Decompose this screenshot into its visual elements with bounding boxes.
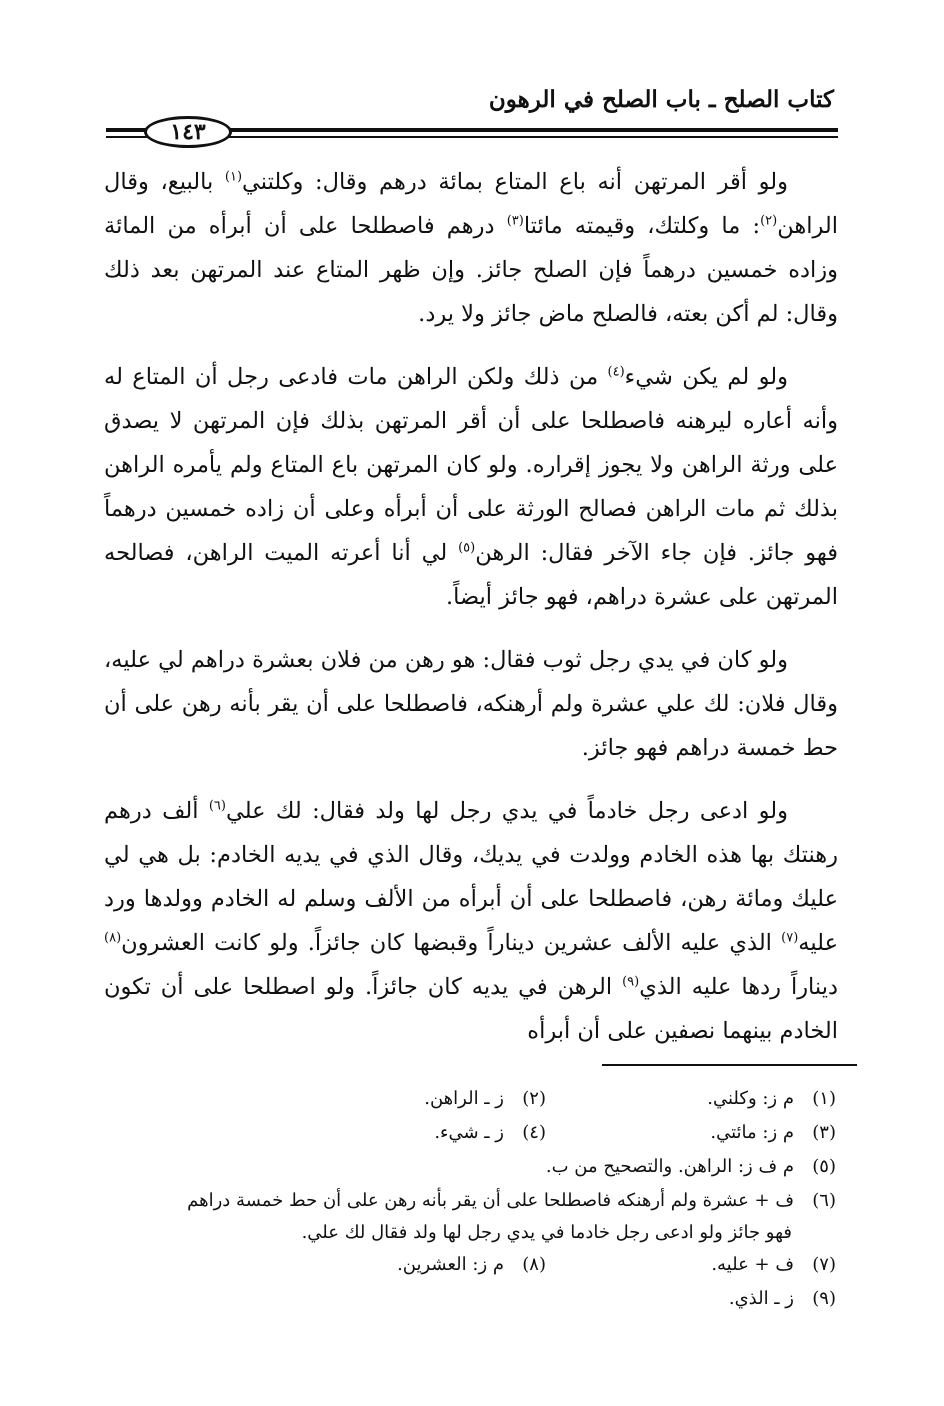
footnote-marker: (١) [224,169,243,185]
footnote-marker: (٢) [760,213,778,229]
text-run: ولو كان في يدي رجل ثوب فقال: هو رهن من فلان بعشرة دراهم لي عليه، وقال فلان: لك علي عشرة ولم أرهنكه، فاصطلحا على أن يقر بأنه رهن على أن حط خمسة دراهم فهو جائز. [104,647,838,761]
footnote-text: م ز: وكلني. [707,1088,794,1109]
running-header-title: كتاب الصلح ـ باب الصلح في الرهون [488,86,834,113]
footnote-3 [546,1116,836,1150]
footnote-row [104,1116,836,1150]
text-run: الذي عليه الألف عشرين ديناراً وقبضها كان جائزاً. ولو كانت العشرون [121,930,782,956]
text-run: ألف درهم رهنتك بها هذه الخادم وولدت في يديك، وقال الذي في يديه الخادم: بل هي لي عليك ومائة رهن، فاصطلحا على أن أبرأه من الألف وسلم له الخادم وولدها ورد عليه [104,798,838,956]
footnote-number: (٧) [812,1254,836,1275]
footnote-number: (٣) [812,1122,836,1143]
footnote-number: (٥) [812,1156,836,1177]
footnote-marker: (٥) [458,540,476,556]
footnote-8 [256,1248,546,1282]
footnote-text: ف + عليه. [711,1254,794,1275]
footnote-4 [256,1116,546,1150]
footnote-6 [104,1184,836,1218]
footnote-9 [104,1282,836,1316]
text-run: الرهن في يديه كان جائزاً. ولو اصطلحا على أن تكون الخادم بينهما نصفين على أن أبرأه [104,974,838,1044]
footnote-row [104,1248,836,1282]
footnote-number: (٤) [522,1122,546,1143]
text-run: ديناراً ردها عليه الذي [639,974,838,1000]
paragraph [104,355,838,619]
text-run: : ما وكلتك، وقيمته مائتا [523,213,761,239]
text-run: بالبيع، وقال الراهن [104,169,838,239]
footnote-number: (٨) [522,1254,546,1275]
paragraph [104,160,838,336]
text-run: من ذلك ولكن الراهن مات فادعى رجل أن المتاع له وأنه أعاره ليرهنه فاصطلحا على أن أقر المرتهن بذلك فإن المرتهن لا يصدق على ورثة الراهن ولا يجوز إقراره. ولو كان المرتهن باع المتاع ولم يأمره الراهن بذلك ثم مات الراهن فصالح الورثة على أن أبرأه وعلى أن زاده خمسين درهماً فهو جائز. فإن جاء الآخر فقال: الرهن [104,364,838,566]
footnote-text: ف + عشرة ولم أرهنكه فاصطلحا على أن يقر بأنه رهن على أن حط خمسة دراهم [187,1190,794,1211]
footnote-text: م ز: مائتي. [710,1122,794,1143]
main-text [104,160,838,1072]
text-run: ولو لم يكن شيء [624,364,788,390]
footnote-number: (٦) [812,1190,836,1211]
footnote-text: م ف ز: الراهن. والتصحيح من ب. [545,1156,794,1177]
footnote-separator [602,1064,857,1066]
footnote-2 [256,1082,546,1116]
text-run: لي أنا أعرته الميت الراهن، فصالحه المرتهن على عشرة دراهم، فهو جائز أيضاً. [104,540,838,610]
footnote-marker: (٦) [208,798,226,814]
footnote-1 [546,1082,836,1116]
footnote-text: ز ـ الراهن. [424,1088,504,1109]
footnote-marker: (٧) [781,930,799,946]
footnote-5 [104,1150,836,1184]
paragraph [104,789,838,1053]
footnote-text: ز ـ شيء. [434,1122,504,1143]
text-run: درهم فاصطلحا على أن أبرأه من المائة وزاده خمسين درهماً فإن الصلح جائز. وإن ظهر المتاع عند المرتهن بعد ذلك وقال: لم أكن بعته، فالصلح ماض جائز ولا يرد. [104,213,838,327]
footnote-6-continuation: فهو جائز ولو ادعى رجل خادما في يدي رجل لها ولد فقال لك علي. [301,1222,792,1243]
text-run: ولو ادعى رجل خادماً في يدي رجل لها ولد فقال: لك علي [225,798,788,824]
paragraph [104,638,838,770]
footnote-marker: (٤) [607,364,625,380]
footnote-text: ز ـ الذي. [728,1288,794,1309]
footnotes [104,1082,836,1316]
footnote-marker: (٨) [104,930,122,946]
footnote-marker: (٩) [622,974,640,990]
footnote-number: (٩) [812,1288,836,1309]
footnote-7 [546,1248,836,1282]
footnote-number: (١) [812,1088,836,1109]
footnote-marker: (٣) [506,213,524,229]
footnote-row [104,1082,836,1116]
page-number-badge: ١٤٣ [144,116,232,148]
footnote-text: م ز: العشرين. [397,1254,504,1275]
footnote-number: (٢) [522,1088,546,1109]
text-run: ولو أقر المرتهن أنه باع المتاع بمائة درهم وقال: وكلتني [242,169,789,195]
